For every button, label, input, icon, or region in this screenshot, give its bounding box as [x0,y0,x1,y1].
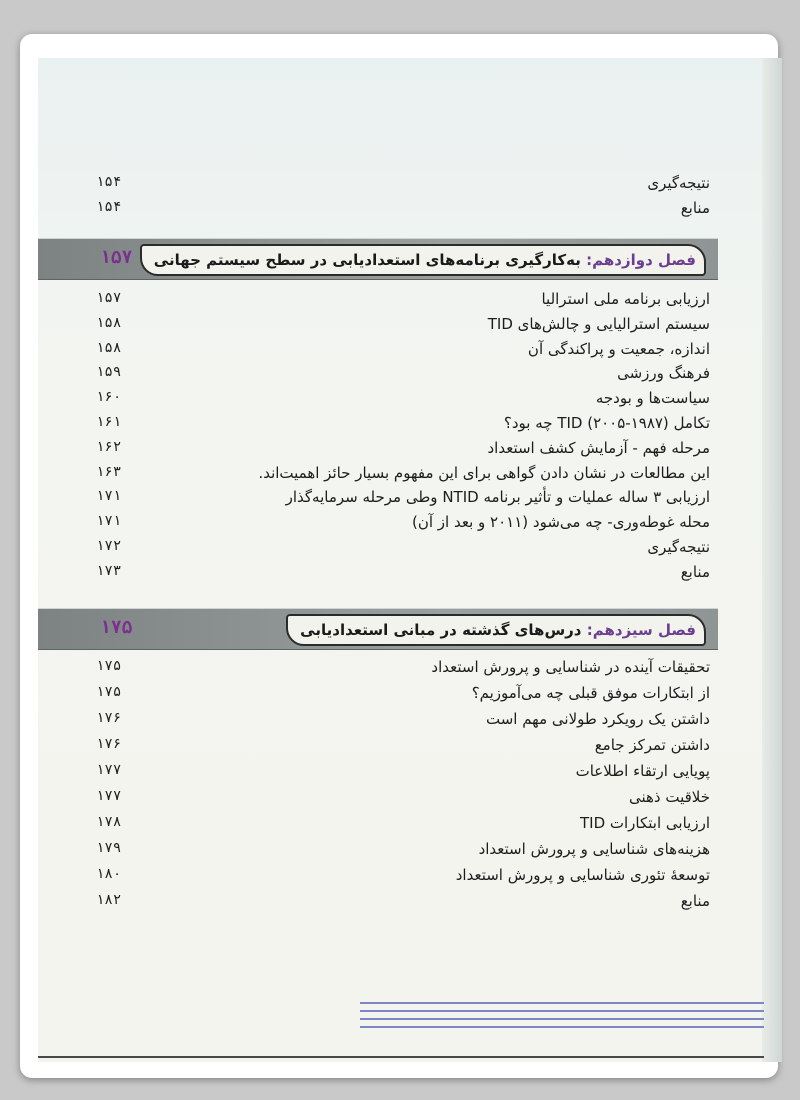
chapter-13-title-box [286,614,706,646]
toc-entry [96,890,710,916]
toc-entry-page: ۱۷۹ [96,840,122,856]
chapter-12-label: فصل دوازدهم: [586,251,696,269]
chapter-12-heading [38,238,718,280]
toc-entry-title: توسعهٔ تئوری شناسایی و پرورش استعداد [455,866,710,884]
toc-entry-page: ۱۶۳ [96,463,122,480]
toc-entry-page: ۱۷۸ [96,814,122,830]
toc-entry-title: منابع [680,198,710,217]
toc-entry [96,708,710,734]
toc-entry-title: داشتن تمرکز جامع [594,736,710,754]
toc-entry-title: هزینه‌های شناسایی و پرورش استعداد [478,840,710,858]
toc-entry-page: ۱۵۸ [96,314,122,331]
toc-entry-title: داشتن یک رویکرد طولانی مهم است [485,710,710,728]
toc-entry-page: ۱۷۷ [96,762,122,778]
chapter-12-page: ۱۵۷ [100,247,133,268]
toc-entry-title: محله غوطه‌وری- چه می‌شود (۲۰۱۱ و بعد از آن) [412,513,710,532]
toc-entry [96,197,710,222]
toc-entry [96,812,710,838]
toc-entry [96,656,710,682]
toc-entry-page: ۱۷۲ [96,537,122,554]
toc-entry-page: ۱۷۵ [96,658,122,674]
toc-entry-page: ۱۵۸ [96,339,122,356]
toc-entry-title: ارزیابی ابتکارات TID [579,814,710,832]
toc-entry-page: ۱۵۴ [96,174,122,190]
chapter-13-page: ۱۷۵ [100,617,133,638]
toc-entry [96,338,710,363]
toc-entry [96,760,710,786]
toc-entry-page: ۱۶۱ [96,413,122,430]
toc-entry [96,362,710,387]
toc-entry-title: اندازه، جمعیت و پراکندگی آن [527,339,710,358]
toc-entry-page: ۱۵۹ [96,364,122,381]
toc-entry-page: ۱۸۰ [96,866,122,882]
toc-entry [96,387,710,412]
toc-entry [96,561,710,586]
toc-entry-title: نتیجه‌گیری [647,537,710,556]
toc-entry [96,734,710,760]
toc-entry-title: از ابتکارات موفق قبلی چه می‌آموزیم؟ [471,684,710,702]
toc-entry-page: ۱۷۶ [96,736,122,752]
chapter-12-toc-list [96,288,710,586]
toc-entry [96,313,710,338]
chapter-12-title: به‌کارگیری برنامه‌های استعدادیابی در سطح سیستم جهانی [153,251,581,269]
toc-entry [96,462,710,487]
toc-entry-page: ۱۶۲ [96,438,122,455]
toc-entry-page: ۱۷۱ [96,488,122,505]
toc-top-list [96,172,710,222]
toc-entry-title: ارزیابی برنامه ملی استرالیا [541,290,710,308]
chapter-13-heading [38,608,718,650]
toc-entry-title: سیاست‌ها و بودجه [595,389,710,408]
toc-entry-title: سیستم استرالیایی و چالش‌های TID [487,314,710,333]
toc-entry-page: ۱۷۵ [96,684,122,700]
toc-entry [96,486,710,511]
chapter-12-title-box [140,244,706,276]
toc-entry [96,864,710,890]
toc-entry-page: ۱۷۳ [96,562,122,579]
decorative-line [360,1002,764,1004]
toc-entry-page: ۱۶۰ [96,389,122,406]
toc-entry [96,682,710,708]
toc-entry-title: خلاقیت ذهنی [628,788,710,806]
toc-entry-page: ۱۷۱ [96,513,122,530]
toc-entry-title: پویایی ارتقاء اطلاعات [575,762,710,780]
toc-entry [96,288,710,313]
toc-entry [96,412,710,437]
toc-entry-page: ۱۵۷ [96,290,122,306]
toc-entry [96,437,710,462]
decorative-line [360,1018,764,1020]
toc-entry-title: این مطالعات در نشان دادن گواهی برای این مفهوم بسیار حائز اهمیت‌اند. [258,463,710,482]
toc-entry-title: منابع [680,562,710,581]
bottom-rule [38,1056,764,1058]
chapter-13-label: فصل سیزدهم: [586,621,696,639]
page-edge [762,58,782,1062]
toc-entry [96,536,710,561]
toc-entry-title: مرحله فهم - آزمایش کشف استعداد [487,438,710,457]
toc-entry-page: ۱۸۲ [96,892,122,908]
toc-entry-title: منابع [680,892,710,910]
toc-entry-title: تکامل TID (۲۰۰۵-۱۹۸۷) چه بود؟ [503,413,710,432]
decorative-line [360,1026,764,1028]
toc-entry-page: ۱۷۶ [96,710,122,726]
toc-entry [96,786,710,812]
toc-entry [96,511,710,536]
decorative-lines [360,1002,764,1034]
toc-entry-title: فرهنگ ورزشی [617,364,710,383]
toc-entry-page: ۱۷۷ [96,788,122,804]
toc-entry [96,838,710,864]
toc-entry-title: تحقیقات آینده در شناسایی و پرورش استعداد [431,658,710,676]
decorative-line [360,1010,764,1012]
toc-entry-title: نتیجه‌گیری [647,174,710,192]
chapter-13-toc-list [96,656,710,916]
toc-entry-page: ۱۵۴ [96,198,122,215]
toc-entry-title: ارزیابی ۳ ساله عملیات و تأثیر برنامه NTID وطی مرحله سرمایه‌گذار [285,488,710,507]
toc-entry [96,172,710,197]
chapter-13-title: درس‌های گذشته در مبانی استعدادیابی [300,621,582,639]
